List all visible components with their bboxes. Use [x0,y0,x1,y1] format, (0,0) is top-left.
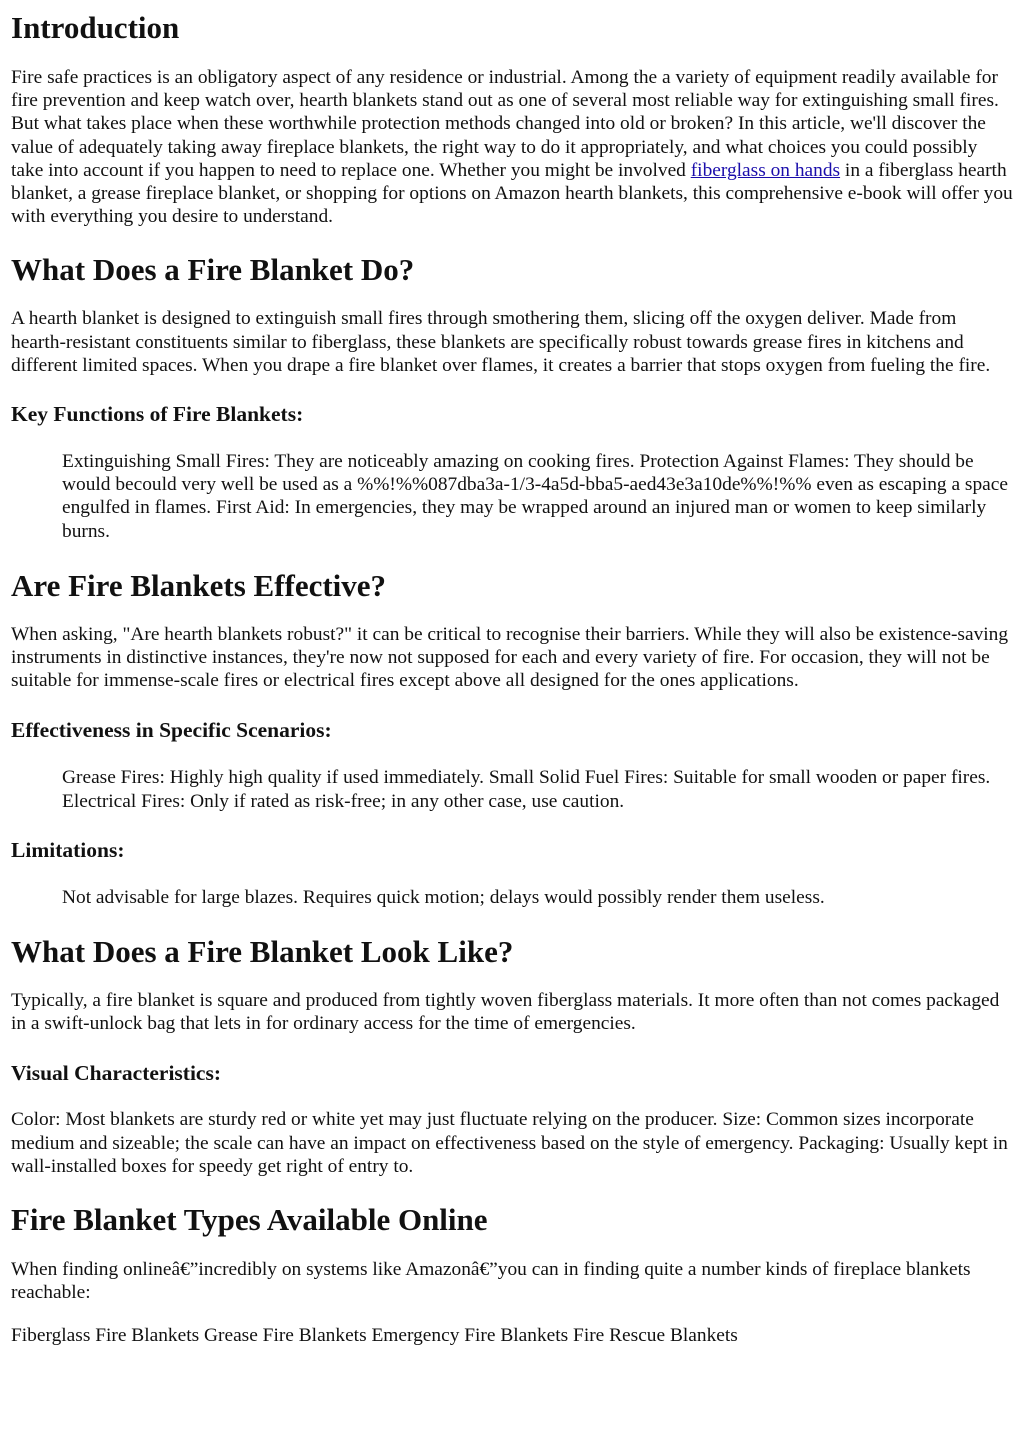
intro-text-end: in a fiberglass hearth blanket, a grease fireplace blanket, or shopping for options on Amazon hearth blankets, this comprehensive e-book will offer you with everything you desire to understand. [11,159,1013,228]
intro-text-start: Fire safe practices is an obligatory aspect of any residence or industrial. Among the a variety of equipment readily available for fire prevention and keep watch over, hearth blankets stand out as one of several most reliable way for extinguishing small fires. But what takes place when these worthwhile protection methods changed into old or broken? In this article, we'll discover the value of adequately taking away fireplace blankets, the right way to do it appropriately, and what choices you could possibly take into account if you happen to need to replace one. Whether you might be involved [11,67,999,181]
article [0,10,1024,1348]
visual-characteristics-paragraph: Color: Most blankets are sturdy red or white yet may just fluctuate relying on the producer. Size: Common sizes incorporate medium and sizeable; the scale can have an impact on effectiveness based on the style of emergency. Packaging: Usually kept in wall-installed boxes for speedy get right of entry to. [11,1109,1008,1177]
scenarios-heading: Effectiveness in Specific Scenarios: [11,718,332,743]
what-does-heading: What Does a Fire Blanket Do? [11,252,415,288]
types-paragraph: When finding onlineâ€”incredibly on systems like Amazonâ€”you can in finding quite a number kinds of fireplace blankets reachable: [11,1259,971,1304]
visual-characteristics-heading: Visual Characteristics: [11,1061,221,1086]
types-heading: Fire Blanket Types Available Online [11,1202,488,1238]
limitations-heading: Limitations: [11,837,125,862]
types-list: Fiberglass Fire Blankets Grease Fire Blankets Emergency Fire Blankets Fire Rescue Blankets [11,1325,738,1347]
intro-paragraph [11,66,1014,228]
look-like-paragraph: Typically, a fire blanket is square and produced from tightly woven fiberglass materials. It more often than not comes packaged in a swift-unlock bag that lets in for ordinary access for the time of emergencies. [11,990,1000,1035]
fiberglass-on-hands-link[interactable]: fiberglass on hands [690,159,841,181]
scenarios-list: Grease Fires: Highly high quality if used immediately. Small Solid Fuel Fires: Suitable for small wooden or paper fires. Electrical Fires: Only if rated as risk-free; in any other case, use caution. [62,767,991,812]
effective-heading: Are Fire Blankets Effective? [11,567,387,603]
key-functions-list: Extinguishing Small Fires: They are noticeably amazing on cooking fires. Protection Against Flames: They should be would becould very well be used as a %%!%%087dba3a-1/3-4a5d-bba5-aed43e3a10de%%!%% even as escaping a space engulfed in flames. First Aid: In emergencies, they may be wrapped around an injured man or women to keep similarly burns. [62,451,1008,542]
effective-paragraph: When asking, "Are hearth blankets robust?" it can be critical to recognise their barriers. While they will also be existence-saving instruments in distinctive instances, they're now not supposed for each and every variety of fire. For occasion, they will not be suitable for immense-scale fires or electrical fires except above all designed for the ones applications. [11,623,1009,692]
limitations-list: Not advisable for large blazes. Requires quick motion; delays would possibly render them useless. [62,886,825,908]
what-does-paragraph: A hearth blanket is designed to extinguish small fires through smothering them, slicing off the oxygen deliver. Made from hearth-resistant constituents similar to fiberglass, these blankets are specifically robust towards grease fires in kitchens and different limited spaces. When you drape a fire blanket over flames, it creates a barrier that stops oxygen from fueling the fire. [11,308,991,376]
intro-heading: Introduction [11,10,180,45]
key-functions-heading: Key Functions of Fire Blankets: [11,402,304,427]
look-like-heading: What Does a Fire Blanket Look Like? [11,934,514,970]
